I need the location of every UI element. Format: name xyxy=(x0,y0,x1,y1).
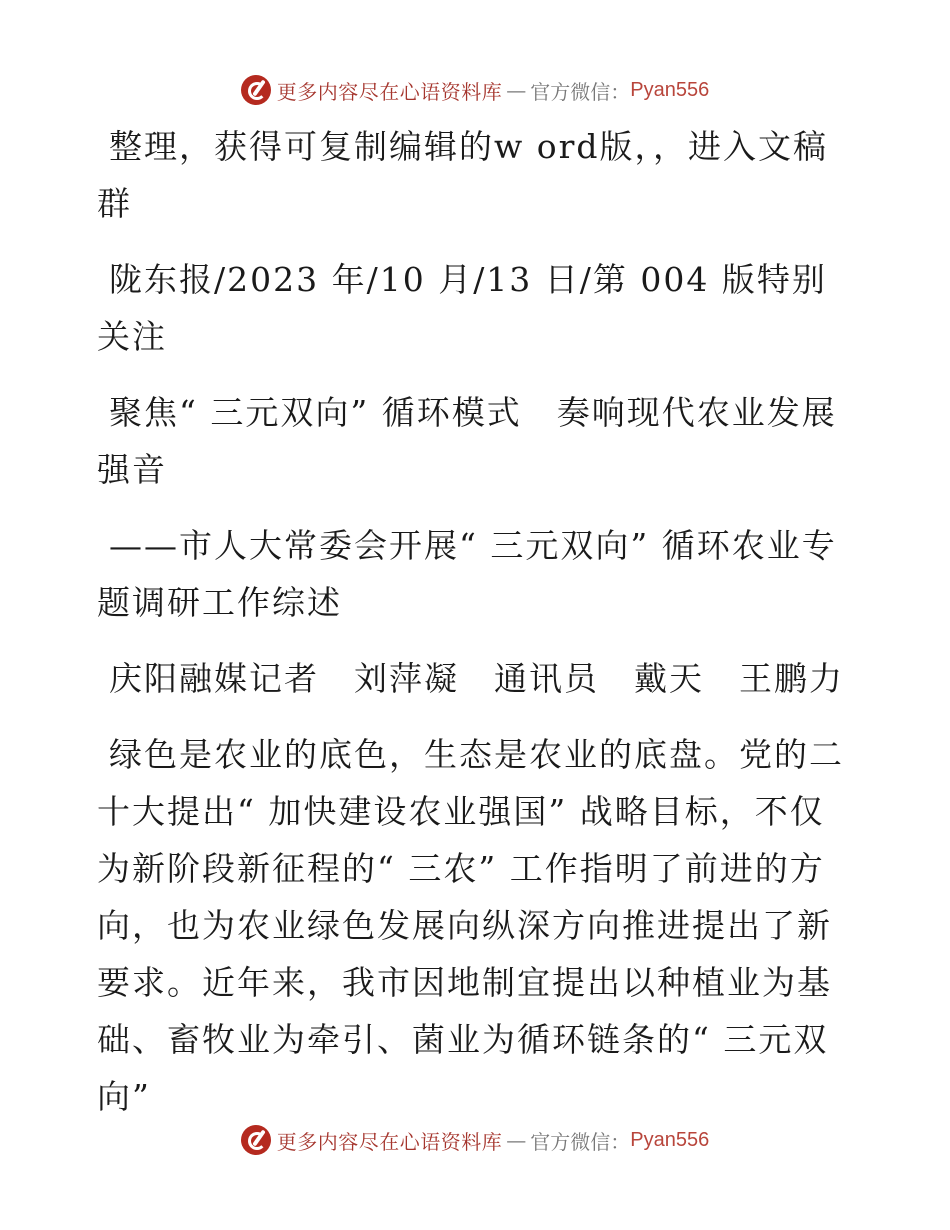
pen-logo-icon xyxy=(241,75,271,105)
pen-logo-icon xyxy=(241,1125,271,1155)
headline: 聚焦“ 三元双向” 循环模式 奏响现代农业发展强音 xyxy=(97,393,837,489)
banner-site-text: 更多内容尽在心语资料库 xyxy=(276,79,503,104)
intro-paragraph: 整理，获得可复制编辑的w ord版，，进入文稿群 xyxy=(97,127,829,223)
banner-wechat-label: 官方微信： xyxy=(530,1129,631,1154)
body-paragraph: 绿色是农业的底色，生态是农业的底盘。党的二十大提出“ 加快建设农业强国” 战略目标，不仅为新阶段新征程的“ 三农” 工作指明了前进的方向，也为农业绿色发展向纵深方向推进提出了新要求。近年来，我市因地制宜提出以种植业为基础、畜牧业为牵引、菌业为循环链条的“ 三元双向” xyxy=(97,735,844,1116)
document-body xyxy=(97,118,857,1125)
source-line: 陇东报/2023 年/10 月/13 日/第 004 版特别关注 xyxy=(97,260,827,356)
banner-separator: — xyxy=(506,1128,527,1152)
header-banner xyxy=(0,70,950,110)
banner-wechat-label: 官方微信： xyxy=(530,79,631,104)
banner-separator: — xyxy=(506,78,527,102)
banner-site-text: 更多内容尽在心语资料库 xyxy=(276,1129,503,1154)
footer-banner xyxy=(0,1120,950,1160)
banner-wechat-id: Pyan556 xyxy=(630,78,710,101)
byline: 庆阳融媒记者 刘萍凝 通讯员 戴天 王鹏力 xyxy=(109,659,844,698)
subheadline: ——市人大常委会开展“ 三元双向” 循环农业专题调研工作综述 xyxy=(97,526,837,622)
banner-wechat-id: Pyan556 xyxy=(630,1128,710,1151)
